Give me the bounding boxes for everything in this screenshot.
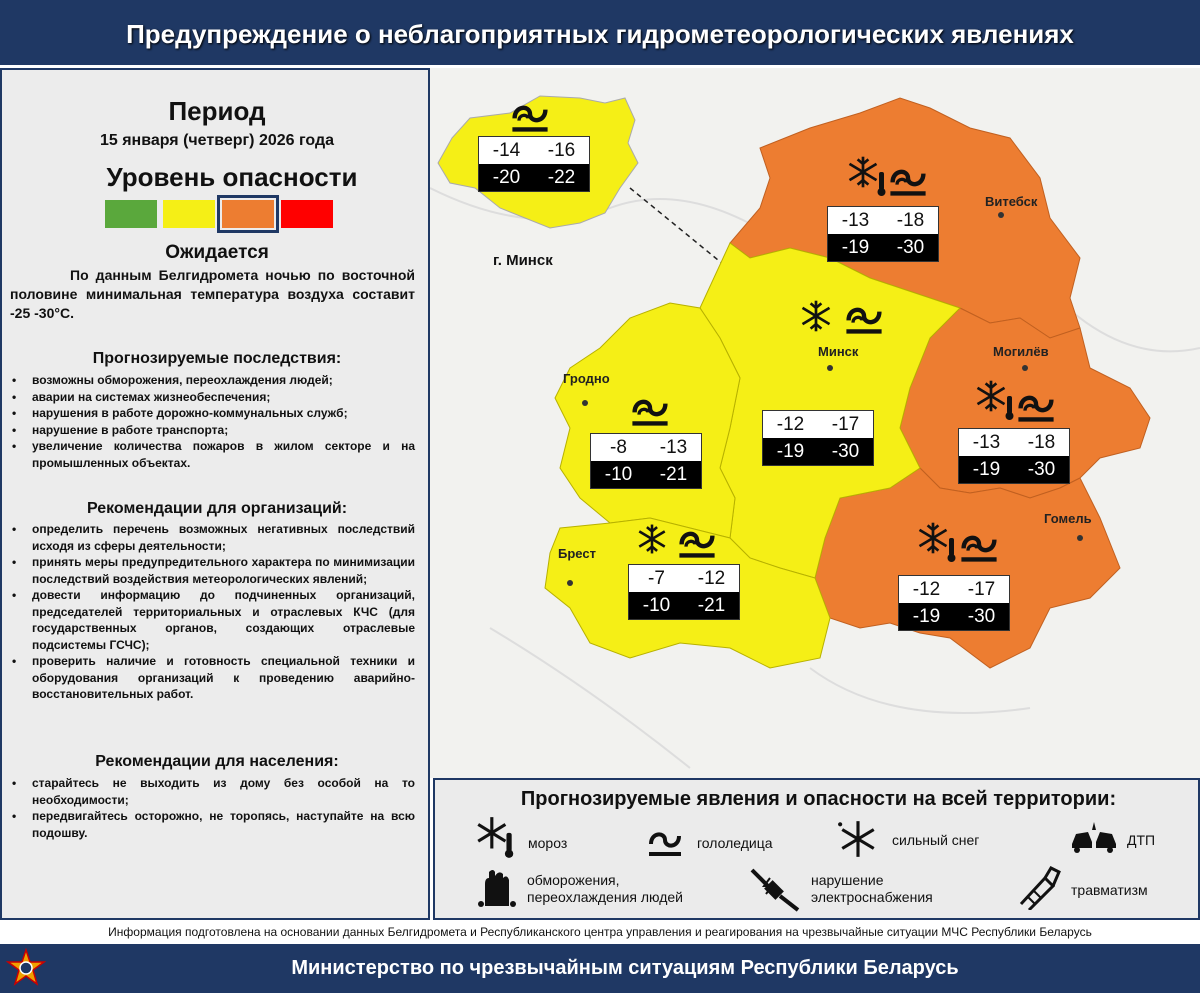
list-item: • увеличение количества пожаров в жилом секторе и на промышленных объектах. bbox=[10, 438, 415, 471]
list-item: • определить перечень возможных негативных последствий исходя из сферы деятельности; bbox=[10, 521, 415, 554]
city-gomel: Гомель bbox=[1044, 511, 1092, 526]
legend-dtp: ДТП bbox=[1127, 832, 1156, 848]
frostbite-hand-icon bbox=[475, 866, 519, 910]
city-brest: Брест bbox=[558, 546, 596, 561]
legend-snow: сильный снег bbox=[892, 832, 980, 848]
snow-icon bbox=[837, 818, 879, 860]
legend-ice: гололедица bbox=[697, 835, 773, 851]
org-recs-title: Рекомендации для организаций: bbox=[86, 500, 348, 517]
expected-text: По данным Белгидромета ночью по восточной половине минимальная температура воздуха составит -25 -30°C. bbox=[10, 267, 415, 321]
list-item: • передвигайтесь осторожно, не торопясь, наступайте на всю подошву. bbox=[10, 808, 415, 841]
temp-box-brest: -7 -12 -10 -21 bbox=[628, 564, 740, 620]
list-item: • нарушение в работе транспорта; bbox=[10, 422, 415, 439]
city-vitebsk: Витебск bbox=[985, 194, 1038, 209]
frost-icon bbox=[473, 814, 519, 860]
legend-title: Прогнозируемые явления и опасности на всей территории: bbox=[520, 788, 1117, 810]
legend-frostbite: обморожения, переохлаждения людей bbox=[527, 872, 684, 905]
period-date: 15 января (четверг) 2026 года bbox=[99, 132, 335, 149]
list-item: • возможны обморожения, переохлаждения людей; bbox=[10, 372, 415, 389]
injury-icon bbox=[1015, 864, 1065, 910]
legend-frost: мороз bbox=[528, 835, 568, 851]
temp-box-mogilev: -13 -18 -19 -30 bbox=[958, 428, 1070, 484]
org-recs-list bbox=[10, 521, 415, 703]
pop-recs-list bbox=[10, 775, 415, 841]
level-orange bbox=[222, 200, 274, 228]
temp-box-minsk: -12 -17 -19 -30 bbox=[762, 410, 874, 466]
list-item: • нарушения в работе дорожно-коммунальных служб; bbox=[10, 405, 415, 422]
source-footnote: Информация подготовлена на основании данных Белгидромета и Республиканского центра управления и реагирования на чрезвычайные ситуации МЧС Республики Беларусь bbox=[0, 920, 1200, 944]
pop-recs-title: Рекомендации для населения: bbox=[95, 753, 339, 770]
expected-title: Ожидается bbox=[165, 242, 269, 263]
level-red bbox=[281, 200, 333, 228]
regional-map bbox=[430, 68, 1200, 778]
consequences-list bbox=[10, 372, 415, 471]
city-mogilev: Могилёв bbox=[993, 344, 1049, 359]
consequences-title: Прогнозируемые последствия: bbox=[92, 350, 342, 367]
danger-level-title: Уровень опасности bbox=[106, 162, 358, 192]
hazard-legend bbox=[433, 778, 1200, 920]
level-green bbox=[105, 200, 157, 228]
ice-icon bbox=[640, 820, 690, 860]
footer-bar bbox=[0, 944, 1200, 993]
legend-power: нарушение электроснабжения bbox=[811, 872, 933, 905]
temp-box-minsk-city: -14 -16 -20 -22 bbox=[478, 136, 590, 192]
power-outage-icon bbox=[750, 868, 800, 912]
list-item: • старайтесь не выходить из дому без особой на то необходимости; bbox=[10, 775, 415, 808]
car-crash-icon bbox=[1070, 820, 1118, 854]
page-title: Предупреждение о неблагоприятных гидрометеорологических явлениях bbox=[126, 19, 1074, 49]
info-panel bbox=[0, 68, 430, 920]
temp-box-vitebsk: -13 -18 -19 -30 bbox=[827, 206, 939, 262]
list-item: • проверить наличие и готовность специальной техники и оборудования организаций к проведению аварийно-восстановительных работ. bbox=[10, 653, 415, 703]
minsk-city-label: г. Минск bbox=[493, 252, 553, 269]
level-yellow bbox=[163, 200, 215, 228]
list-item: • довести информацию до подчиненных организаций, председателей территориальных и отраслевых КЧС (для государственных органов, создающих отраслевые подсистемы ГСЧС); bbox=[10, 587, 415, 653]
list-item: • аварии на системах жизнеобеспечения; bbox=[10, 389, 415, 406]
temp-box-gomel: -12 -17 -19 -30 bbox=[898, 575, 1010, 631]
temp-box-grodno: -8 -13 -10 -21 bbox=[590, 433, 702, 489]
city-grodno: Гродно bbox=[563, 371, 610, 386]
period-title: Период bbox=[168, 96, 266, 126]
header-bar bbox=[0, 0, 1200, 68]
footer-title: Министерство по чрезвычайным ситуациям Республики Беларусь bbox=[291, 957, 959, 979]
legend-injury: травматизм bbox=[1071, 882, 1148, 898]
list-item: • принять меры предупредительного характера по минимизации последствий воздействия метеорологических явлений; bbox=[10, 554, 415, 587]
city-minsk: Минск bbox=[818, 344, 859, 359]
